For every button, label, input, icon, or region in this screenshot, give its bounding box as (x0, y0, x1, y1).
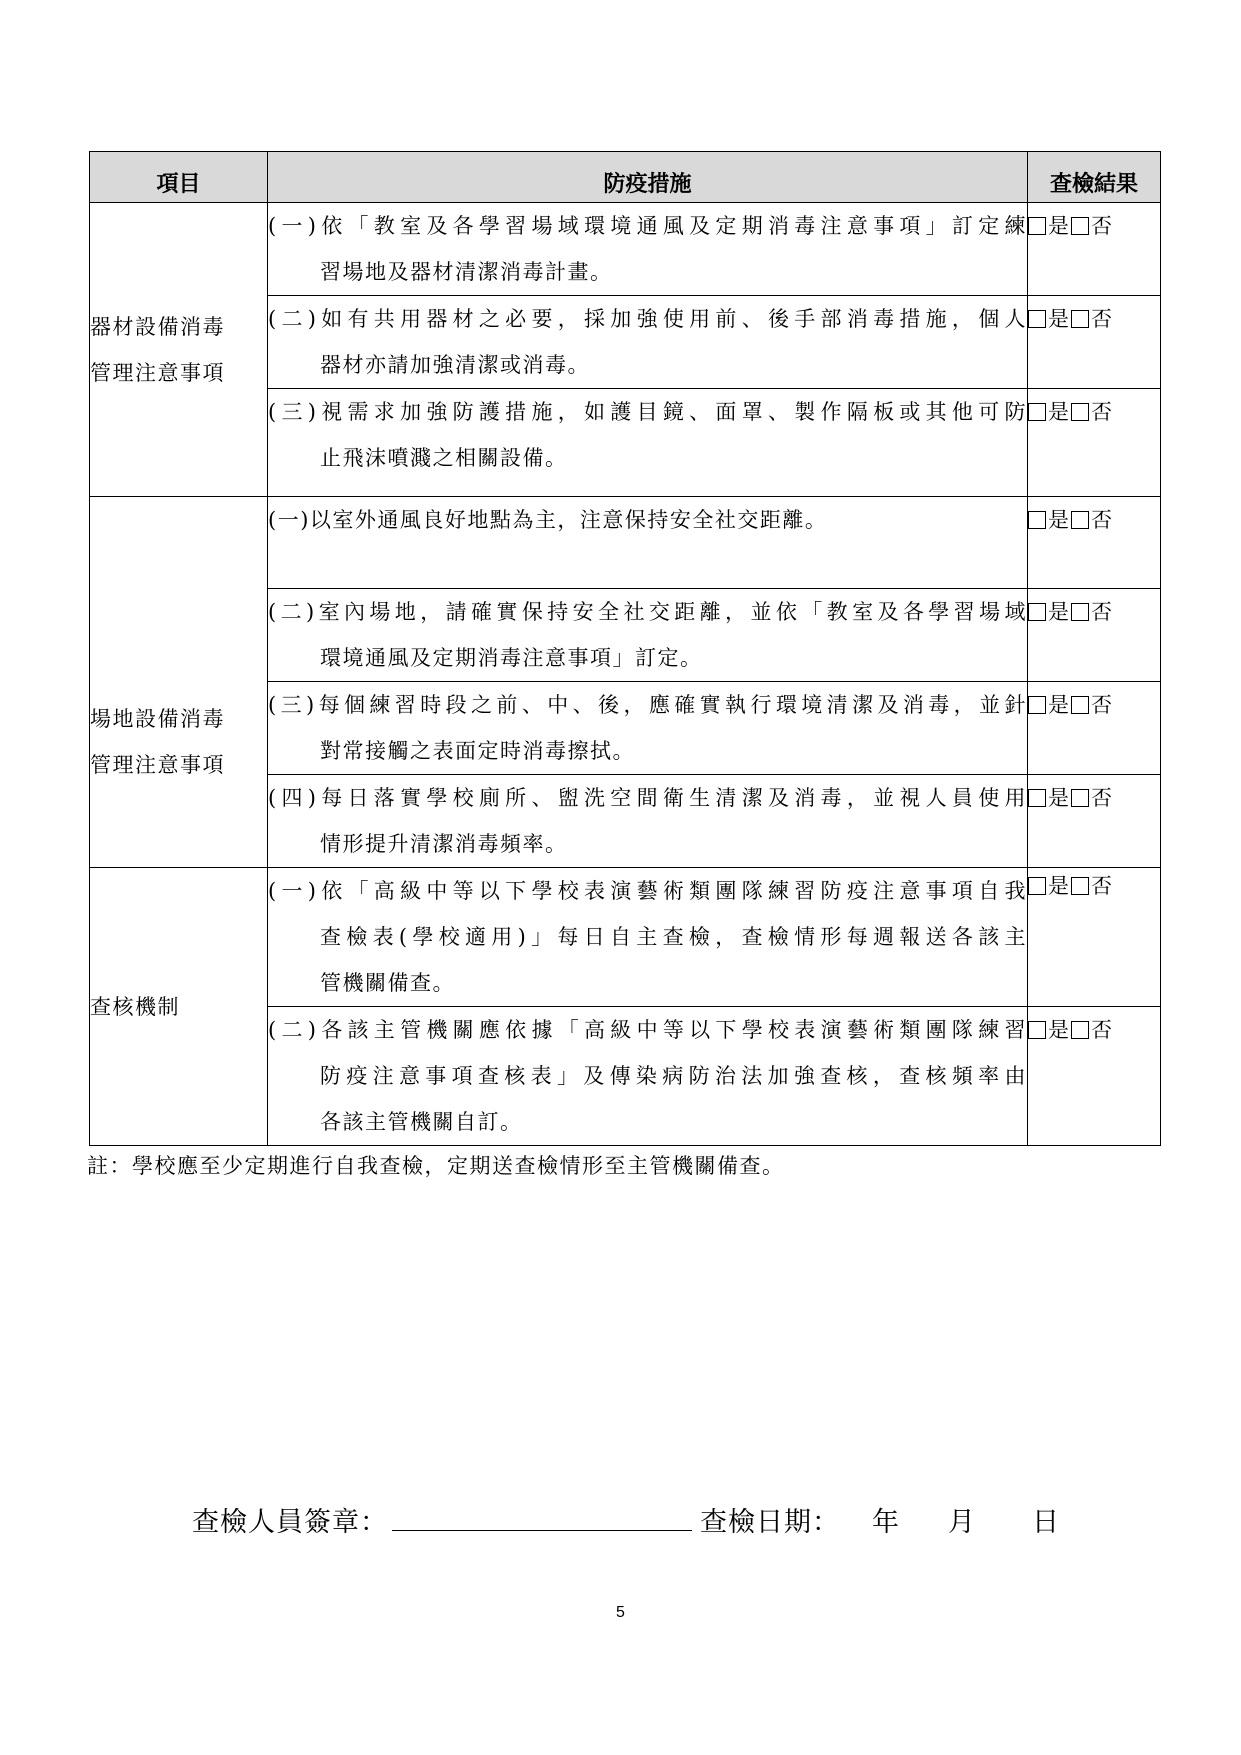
yes-checkbox[interactable] (1028, 877, 1046, 895)
result-options: 是 否 (1028, 868, 1161, 1007)
header-result: 查檢結果 (1028, 152, 1161, 203)
inspection-date-label: 查檢日期： (700, 1507, 840, 1538)
measure-text: (二)室內場地，請確實保持安全社交距離，並依「教室及各學習場域 環境通風及定期消毒注意事項」訂定。 (268, 589, 1028, 682)
measure-text: (三)視需求加強防護措施，如護目鏡、面罩、製作隔板或其他可防 止飛沫噴濺之相關設備。 (268, 389, 1028, 497)
inspector-signature-label: 查檢人員簽章： (192, 1507, 388, 1538)
yes-checkbox[interactable] (1028, 696, 1046, 714)
no-checkbox[interactable] (1071, 696, 1089, 714)
result-options: 是 否 (1028, 203, 1161, 296)
result-options: 是 否 (1028, 775, 1161, 868)
month-label: 月 (948, 1507, 976, 1538)
result-options: 是 否 (1028, 1007, 1161, 1146)
table-row (90, 868, 1161, 1007)
yes-checkbox[interactable] (1028, 217, 1046, 235)
item-audit-mechanism: 查核機制 (90, 868, 268, 1146)
measure-text: (四)每日落實學校廁所、盥洗空間衛生清潔及消毒，並視人員使用 情形提升清潔消毒頻率。 (268, 775, 1028, 868)
table-row (90, 203, 1161, 296)
no-checkbox[interactable] (1071, 877, 1089, 895)
result-options: 是 否 (1028, 497, 1161, 589)
result-options: 是 否 (1028, 589, 1161, 682)
measure-text: (一)依「教室及各學習場域環境通風及定期消毒注意事項」訂定練 習場地及器材清潔消毒計畫。 (268, 203, 1028, 296)
checklist-table (89, 151, 1161, 1146)
no-checkbox[interactable] (1071, 217, 1089, 235)
day-label: 日 (1032, 1507, 1060, 1538)
measure-text: (三)每個練習時段之前、中、後，應確實執行環境清潔及消毒，並針 對常接觸之表面定時消毒擦拭。 (268, 682, 1028, 775)
result-options: 是 否 (1028, 296, 1161, 389)
result-options: 是 否 (1028, 682, 1161, 775)
measure-text: (一)以室外通風良好地點為主，注意保持安全社交距離。 (268, 497, 1028, 589)
page-number: 5 (616, 1604, 625, 1621)
measure-text: (二)如有共用器材之必要，採加強使用前、後手部消毒措施，個人 器材亦請加強清潔或消毒。 (268, 296, 1028, 389)
yes-checkbox[interactable] (1028, 403, 1046, 421)
no-checkbox[interactable] (1071, 1021, 1089, 1039)
no-checkbox[interactable] (1071, 310, 1089, 328)
item-equipment-disinfection: 器材設備消毒 管理注意事項 (90, 203, 268, 497)
header-measure: 防疫措施 (268, 152, 1028, 203)
table-row (90, 497, 1161, 589)
yes-checkbox[interactable] (1028, 511, 1046, 529)
result-options: 是 否 (1028, 389, 1161, 497)
header-row (90, 152, 1161, 203)
no-checkbox[interactable] (1071, 603, 1089, 621)
yes-checkbox[interactable] (1028, 1021, 1046, 1039)
measure-text: (一)依「高級中等以下學校表演藝術類團隊練習防疫注意事項自我 查檢表(學校適用)」每日自主查檢，查檢情形每週報送各該主 管機關備查。 (268, 868, 1028, 1007)
signature-line (192, 1500, 1060, 1539)
no-checkbox[interactable] (1071, 403, 1089, 421)
header-item: 項目 (90, 152, 268, 203)
signature-field[interactable] (392, 1504, 692, 1531)
footnote: 註：學校應至少定期進行自我查檢，定期送查檢情形至主管機關備查。 (87, 1154, 785, 1178)
no-checkbox[interactable] (1071, 511, 1089, 529)
item-venue-disinfection: 場地設備消毒 管理注意事項 (90, 497, 268, 868)
yes-checkbox[interactable] (1028, 789, 1046, 807)
yes-checkbox[interactable] (1028, 603, 1046, 621)
year-label: 年 (872, 1507, 900, 1538)
no-checkbox[interactable] (1071, 789, 1089, 807)
measure-text: (二)各該主管機關應依據「高級中等以下學校表演藝術類團隊練習 防疫注意事項查核表」及傳染病防治法加強查核，查核頻率由 各該主管機關自訂。 (268, 1007, 1028, 1146)
yes-checkbox[interactable] (1028, 310, 1046, 328)
